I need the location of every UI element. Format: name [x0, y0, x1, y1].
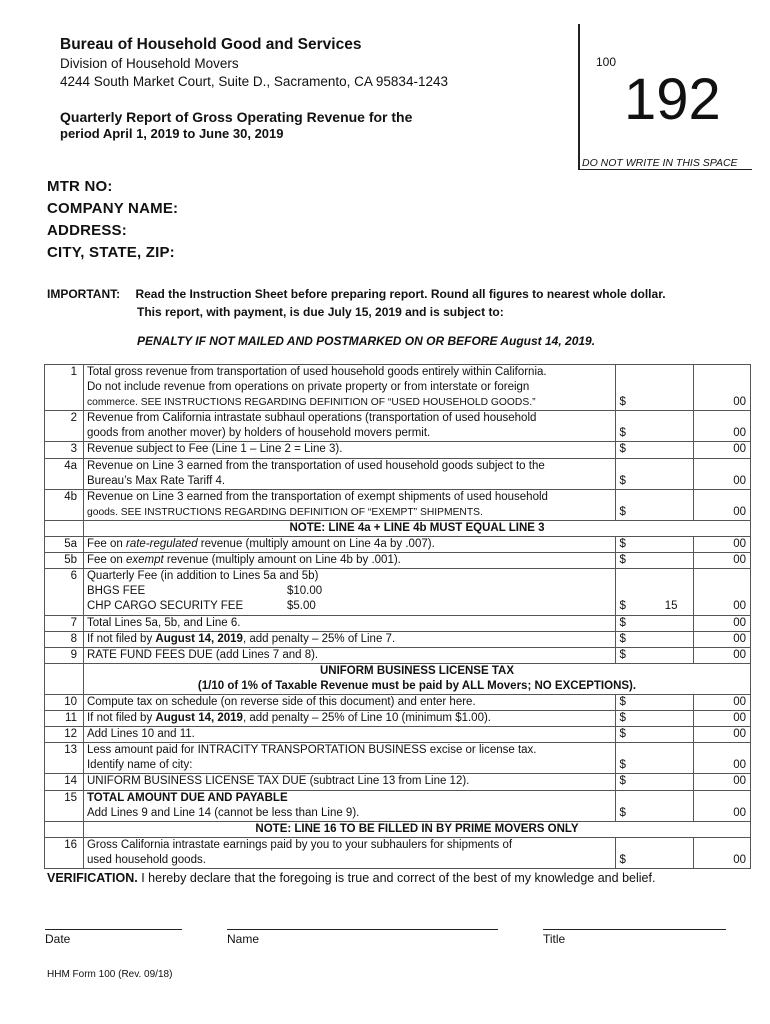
form-code: 100: [596, 55, 617, 69]
line-description: RATE FUND FEES DUE (add Lines 7 and 8).: [83, 647, 615, 663]
dollar-field-line-5b[interactable]: [615, 553, 693, 569]
dollar-sign: $: [619, 728, 626, 741]
line-text: TOTAL AMOUNT DUE AND PAYABLE: [86, 791, 288, 804]
chp-fee-label: CHP CARGO SECURITY FEE: [86, 600, 244, 613]
line-number: 4b: [45, 489, 84, 520]
dollar-sign: $: [619, 427, 626, 440]
table-row-line-7: [45, 615, 751, 631]
line-number: 9: [45, 647, 84, 663]
table-row-line-4b: [45, 489, 751, 520]
office-box-divider: [578, 24, 580, 170]
line-text-emphasis: exempt: [125, 554, 164, 567]
dollar-sign: $: [619, 632, 626, 645]
table-row-line-15: [45, 790, 751, 821]
bhgs-fee-row: [87, 584, 612, 599]
line-text: used household goods.: [86, 853, 206, 866]
table-row-line-13: [45, 743, 751, 774]
cents-field-line-2[interactable]: 00: [693, 411, 750, 442]
company-name-field[interactable]: COMPANY NAME:: [47, 200, 179, 217]
line-text: Add Lines 9 and Line 14 (cannot be less than Line 9).: [86, 806, 360, 819]
dollar-field-line-12[interactable]: [615, 727, 693, 743]
table-row-line-8: [45, 631, 751, 647]
cents-field-line-7[interactable]: 00: [693, 615, 750, 631]
table-row-line-1: [45, 365, 751, 411]
cents-field-line-6[interactable]: 00: [693, 569, 750, 615]
table-row-line-9: [45, 647, 751, 663]
note-line-4-sum: NOTE: LINE 4a + LINE 4b MUST EQUAL LINE 3: [83, 520, 750, 536]
line-number: 13: [45, 743, 84, 774]
dollar-field-line-6[interactable]: [615, 569, 693, 615]
dollar-sign: $: [619, 775, 626, 788]
line-description: Compute tax on schedule (on reverse side of this document) and enter here.: [83, 694, 615, 710]
verification-label: VERIFICATION.: [47, 871, 138, 885]
deadline-date: August 14, 2019: [155, 632, 243, 645]
penalty-notice: PENALTY IF NOT MAILED AND POSTMARKED ON OR BEFORE August 14, 2019.: [137, 334, 596, 348]
dollar-sign: $: [619, 505, 626, 518]
line-text: Bureau’s Max Rate Tariff 4.: [86, 474, 226, 487]
dollar-field-line-10[interactable]: [615, 694, 693, 710]
line-text: Total gross revenue from transportation of used household goods entirely within California.: [86, 366, 547, 378]
table-row-line-5b: [45, 553, 751, 569]
line-text: Do not include revenue from operations on private property or from interstate or foreign: [86, 381, 530, 394]
line-text: revenue (multiply amount on Line 4a by .007).: [197, 538, 435, 551]
line-number: 6: [45, 569, 84, 615]
line-text: , add penalty – 25% of Line 7.: [242, 632, 396, 645]
line-text: Fee on: [86, 554, 126, 567]
cents-field-line-8[interactable]: 00: [693, 631, 750, 647]
dollar-sign: $: [619, 474, 626, 487]
important-line-1: Read the Instruction Sheet before preparing report. Round all figures to nearest whole dollar.: [135, 287, 666, 301]
city-name-field[interactable]: Identify name of city:: [86, 759, 193, 772]
line-text: goods from another mover) by holders of household movers permit.: [86, 427, 431, 440]
line-number: 4a: [45, 458, 84, 489]
line-description: [83, 569, 615, 615]
ubl-subtitle: (1/10 of 1% of Taxable Revenue must be paid by ALL Movers; NO EXCEPTIONS).: [197, 679, 637, 692]
cents-field-line-13[interactable]: 00: [693, 743, 750, 774]
chp-fee-row: [87, 599, 612, 614]
line-text: , add penalty – 25% of Line 10 (minimum $1.00).: [242, 712, 491, 725]
cents-field-line-12[interactable]: 00: [693, 727, 750, 743]
deadline-date: August 14, 2019: [155, 712, 243, 725]
dollar-sign: $: [619, 443, 626, 456]
division-name: Division of Household Movers: [60, 56, 239, 71]
line-6-amount: 15: [664, 600, 678, 613]
line-number: 1: [45, 365, 84, 411]
dollar-sign: $: [619, 600, 626, 613]
line-number: 5b: [45, 553, 84, 569]
line-description: [83, 553, 615, 569]
dollar-field-line-8[interactable]: [615, 631, 693, 647]
line-text: Revenue on Line 3 earned from the transportation of exempt shipments of used household: [86, 490, 548, 503]
table-row-ubl-heading: [45, 663, 751, 694]
table-row-note-4: [45, 520, 751, 536]
dollar-sign: $: [619, 853, 626, 866]
table-row-line-2: [45, 411, 751, 442]
line-text: If not filed by: [86, 632, 156, 645]
name-signature-line[interactable]: [227, 929, 498, 930]
cents-field-line-16[interactable]: 00: [693, 837, 750, 868]
dollar-field-line-2[interactable]: [615, 411, 693, 442]
dollar-sign: $: [619, 806, 626, 819]
title-label: Title: [543, 932, 566, 946]
cents-field-line-11[interactable]: 00: [693, 711, 750, 727]
dollar-field-line-14[interactable]: [615, 774, 693, 790]
cents-field-line-15[interactable]: 00: [693, 790, 750, 821]
table-row-line-5a: [45, 537, 751, 553]
line-text: revenue (multiply amount on Line 4b by .001).: [163, 554, 401, 567]
line-number: 3: [45, 442, 84, 458]
blank-cell: [45, 821, 84, 837]
dollar-field-line-5a[interactable]: [615, 537, 693, 553]
line-number: 7: [45, 615, 84, 631]
line-text: Revenue from California intrastate subhaul operations (transportation of used household: [86, 412, 537, 425]
table-row-line-16: [45, 837, 751, 868]
important-line-2: This report, with payment, is due July 15, 2019 and is subject to:: [137, 305, 504, 319]
cents-field-line-5a[interactable]: 00: [693, 537, 750, 553]
table-row-line-4a: [45, 458, 751, 489]
cents-field-line-9[interactable]: 00: [693, 647, 750, 663]
address-field[interactable]: ADDRESS:: [47, 222, 127, 239]
ubl-title: UNIFORM BUSINESS LICENSE TAX: [319, 664, 514, 677]
bhgs-fee-amount: $10.00: [286, 585, 323, 598]
dollar-field-line-16[interactable]: [615, 837, 693, 868]
city-state-zip-field[interactable]: CITY, STATE, ZIP:: [47, 244, 175, 261]
do-not-write-notice: DO NOT WRITE IN THIS SPACE: [582, 157, 738, 169]
cents-field-line-3[interactable]: 00: [693, 442, 750, 458]
table-row-line-11: [45, 711, 751, 727]
line-text: Revenue on Line 3 earned from the transportation of used household goods subject to the: [86, 459, 545, 472]
date-signature-line[interactable]: [45, 929, 182, 930]
line-description: [83, 537, 615, 553]
line-description: Total Lines 5a, 5b, and Line 6.: [83, 615, 615, 631]
table-row-line-10: [45, 694, 751, 710]
dollar-field-line-15[interactable]: [615, 790, 693, 821]
office-number: 192: [624, 67, 721, 132]
line-description: [83, 711, 615, 727]
line-number: 12: [45, 727, 84, 743]
form-revision: HHM Form 100 (Rev. 09/18): [47, 969, 173, 980]
cents-field-line-4a[interactable]: 00: [693, 458, 750, 489]
ubl-heading: [83, 663, 750, 694]
line-description: [83, 411, 615, 442]
line-description: UNIFORM BUSINESS LICENSE TAX DUE (subtract Line 13 from Line 12).: [83, 774, 615, 790]
line-description: [83, 837, 615, 868]
agency-address: 4244 South Market Court, Suite D., Sacramento, CA 95834-1243: [60, 74, 448, 89]
agency-title: Bureau of Household Good and Services: [60, 36, 362, 53]
line-description: [83, 631, 615, 647]
cents-field-line-5b[interactable]: 00: [693, 553, 750, 569]
line-text: commerce. SEE INSTRUCTIONS REGARDING DEFINITION OF “USED HOUSEHOLD GOODS.”: [86, 397, 536, 409]
bhgs-fee-label: BHGS FEE: [86, 585, 146, 598]
table-row-line-6: [45, 569, 751, 615]
dollar-sign: $: [619, 648, 626, 661]
line-text: Quarterly Fee (in addition to Lines 5a and 5b): [86, 570, 319, 583]
dollar-sign: $: [619, 759, 626, 772]
date-label: Date: [45, 932, 71, 946]
line-description: Revenue subject to Fee (Line 1 – Line 2 = Line 3).: [83, 442, 615, 458]
office-box-bottom-rule: [578, 169, 752, 170]
line-number: 10: [45, 694, 84, 710]
report-period: period April 1, 2019 to June 30, 2019: [60, 126, 284, 141]
line-number: 5a: [45, 537, 84, 553]
line-description: [83, 458, 615, 489]
report-title: Quarterly Report of Gross Operating Revenue for the: [60, 109, 413, 125]
line-number: 16: [45, 837, 84, 868]
line-description: [83, 489, 615, 520]
important-notice: [47, 287, 666, 301]
dollar-field-line-3[interactable]: [615, 442, 693, 458]
dollar-sign: $: [619, 554, 626, 567]
dollar-sign: $: [619, 616, 626, 629]
dollar-sign: $: [619, 538, 626, 551]
line-text: If not filed by: [86, 712, 156, 725]
verification-statement: [47, 871, 655, 885]
blank-cell: [45, 663, 84, 694]
revenue-report-table: [44, 364, 751, 869]
mtr-no-field[interactable]: MTR NO:: [47, 178, 113, 195]
line-number: 14: [45, 774, 84, 790]
verification-text: I hereby declare that the foregoing is true and correct of the best of my knowledge and belief.: [137, 871, 656, 885]
dollar-field-line-11[interactable]: [615, 711, 693, 727]
line-number: 2: [45, 411, 84, 442]
dollar-field-line-13[interactable]: [615, 743, 693, 774]
line-text: Gross California intrastate earnings paid by you to your subhaulers for shipments of: [86, 838, 513, 851]
line-text: Less amount paid for INTRACITY TRANSPORTATION BUSINESS excise or license tax.: [86, 744, 537, 757]
dollar-sign: $: [619, 695, 626, 708]
line-text-emphasis: rate-regulated: [125, 538, 198, 551]
chp-fee-amount: $5.00: [286, 600, 316, 613]
dollar-sign: $: [619, 396, 626, 409]
title-signature-line[interactable]: [543, 929, 726, 930]
line-number: 15: [45, 790, 84, 821]
table-row-note-16: [45, 821, 751, 837]
name-label: Name: [227, 932, 260, 946]
cents-field-line-4b[interactable]: 00: [693, 489, 750, 520]
cents-field-line-14[interactable]: 00: [693, 774, 750, 790]
dollar-field-line-7[interactable]: [615, 615, 693, 631]
line-number: 11: [45, 711, 84, 727]
line-description: Add Lines 10 and 11.: [83, 727, 615, 743]
line-description: [83, 790, 615, 821]
line-text: goods. SEE INSTRUCTIONS REGARDING DEFINITION OF “EXEMPT” SHIPMENTS.: [86, 506, 483, 518]
line-description: [83, 365, 615, 411]
dollar-field-line-4b[interactable]: [615, 489, 693, 520]
blank-cell: [45, 520, 84, 536]
note-line-16: NOTE: LINE 16 TO BE FILLED IN BY PRIME MOVERS ONLY: [83, 821, 750, 837]
table-row-line-14: [45, 774, 751, 790]
dollar-field-line-1[interactable]: [615, 365, 693, 411]
table-row-line-12: [45, 727, 751, 743]
table-row-line-3: [45, 442, 751, 458]
line-description: [83, 743, 615, 774]
dollar-field-line-9[interactable]: [615, 647, 693, 663]
line-number: 8: [45, 631, 84, 647]
cents-field-line-10[interactable]: 00: [693, 694, 750, 710]
cents-field-line-1[interactable]: 00: [693, 365, 750, 411]
important-label: IMPORTANT:: [47, 287, 121, 301]
line-text: Fee on: [86, 538, 126, 551]
dollar-sign: $: [619, 712, 626, 725]
dollar-field-line-4a[interactable]: [615, 458, 693, 489]
